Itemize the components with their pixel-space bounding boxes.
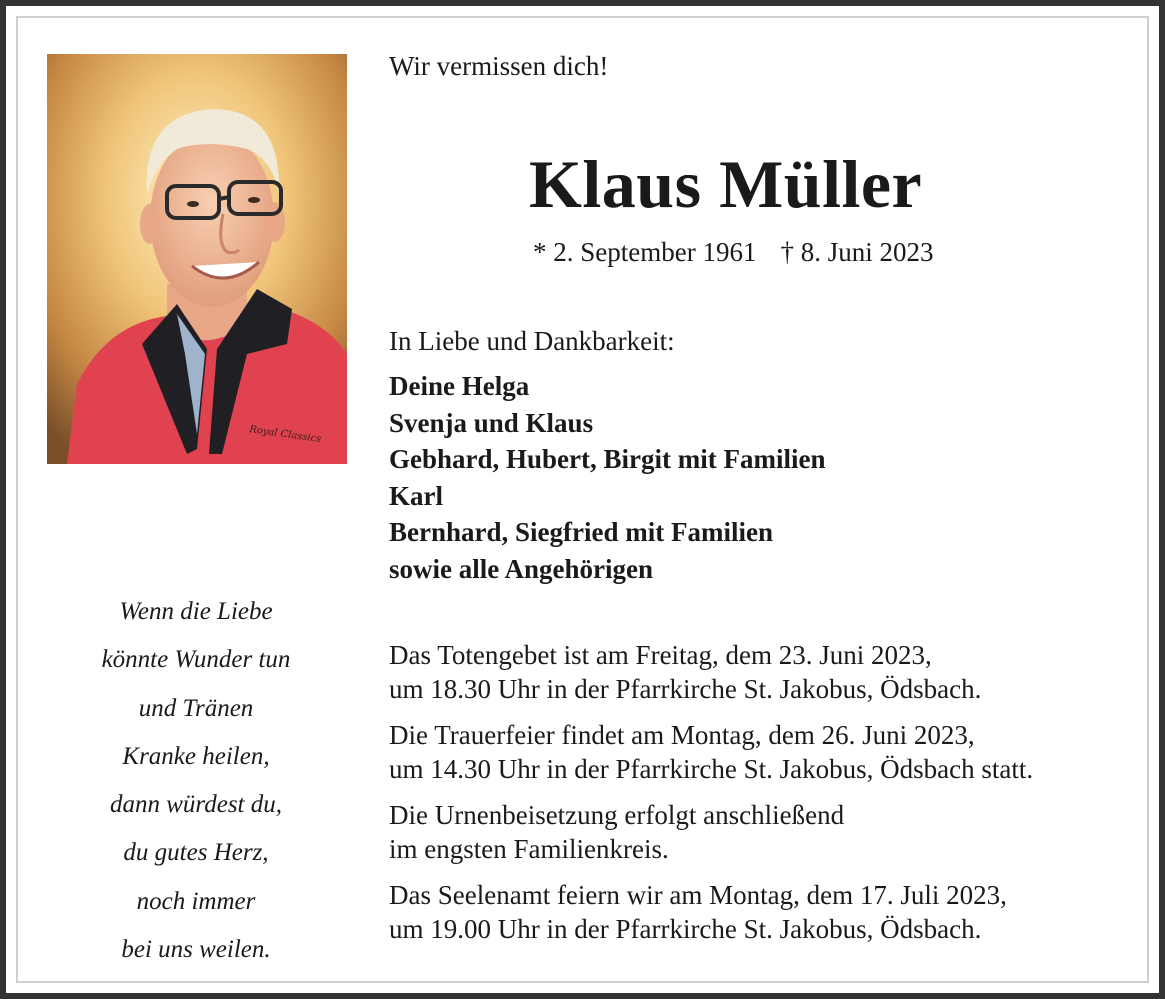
portrait-illustration: [47, 54, 347, 464]
event-line: im engsten Familienkreis.: [389, 834, 669, 864]
mourner-line: Gebhard, Hubert, Birgit mit Familien: [389, 444, 826, 474]
death-date: † 8. Juni 2023: [780, 237, 934, 267]
deceased-name: Klaus Müller: [529, 146, 923, 222]
svg-text:Royal Classics: Royal Classics: [248, 424, 322, 446]
events-list: [389, 638, 1033, 958]
mourner-line: sowie alle Angehörigen: [389, 553, 653, 584]
poem-line: Wenn die Liebe: [119, 598, 273, 625]
poem-line: bei uns weilen.: [121, 936, 271, 964]
event-line: um 14.30 Uhr in der Pfarrkirche St. Jakobus, Ödsbach statt.: [389, 754, 1034, 784]
poem-line: und Tränen: [138, 694, 254, 722]
life-dates: [533, 235, 933, 269]
birth-date: * 2. September 1961: [533, 237, 757, 267]
event-line: Das Seelenamt feiern wir am Montag, dem 17. Juli 2023,: [389, 880, 1007, 910]
event-line: Das Totengebet ist am Freitag, dem 23. Juni 2023,: [389, 640, 932, 670]
event-line: um 18.30 Uhr in der Pfarrkirche St. Jakobus, Ödsbach.: [389, 674, 982, 704]
poem-line: dann würdest du,: [110, 791, 282, 819]
mourner-line: Karl: [389, 480, 443, 511]
poem-line: könnte Wunder tun: [101, 646, 291, 674]
portrait-photo: [47, 54, 347, 464]
event-line: Die Urnenbeisetzung erfolgt anschließend: [389, 800, 845, 830]
poem: [46, 588, 346, 974]
mourner-line: Svenja und Klaus: [389, 407, 594, 438]
tagline: Wir vermissen dich!: [389, 51, 609, 81]
mourner-line: Deine Helga: [389, 371, 530, 401]
event-item: [389, 718, 1033, 786]
mourner-line: Bernhard, Siegfried mit Familien: [389, 517, 773, 547]
event-line: um 19.00 Uhr in der Pfarrkirche St. Jakobus, Ödsbach.: [389, 914, 982, 944]
thanks-intro: In Liebe und Dankbarkeit:: [389, 326, 675, 356]
mourners-list: [389, 368, 825, 587]
event-item: [389, 638, 1033, 706]
event-line: Die Trauerfeier findet am Montag, dem 26. Juni 2023,: [389, 720, 975, 750]
event-item: [389, 798, 1033, 866]
poem-line: du gutes Herz,: [123, 839, 269, 867]
poem-line: noch immer: [136, 887, 256, 915]
event-item: [389, 878, 1033, 946]
poem-line: Kranke heilen,: [122, 742, 270, 770]
